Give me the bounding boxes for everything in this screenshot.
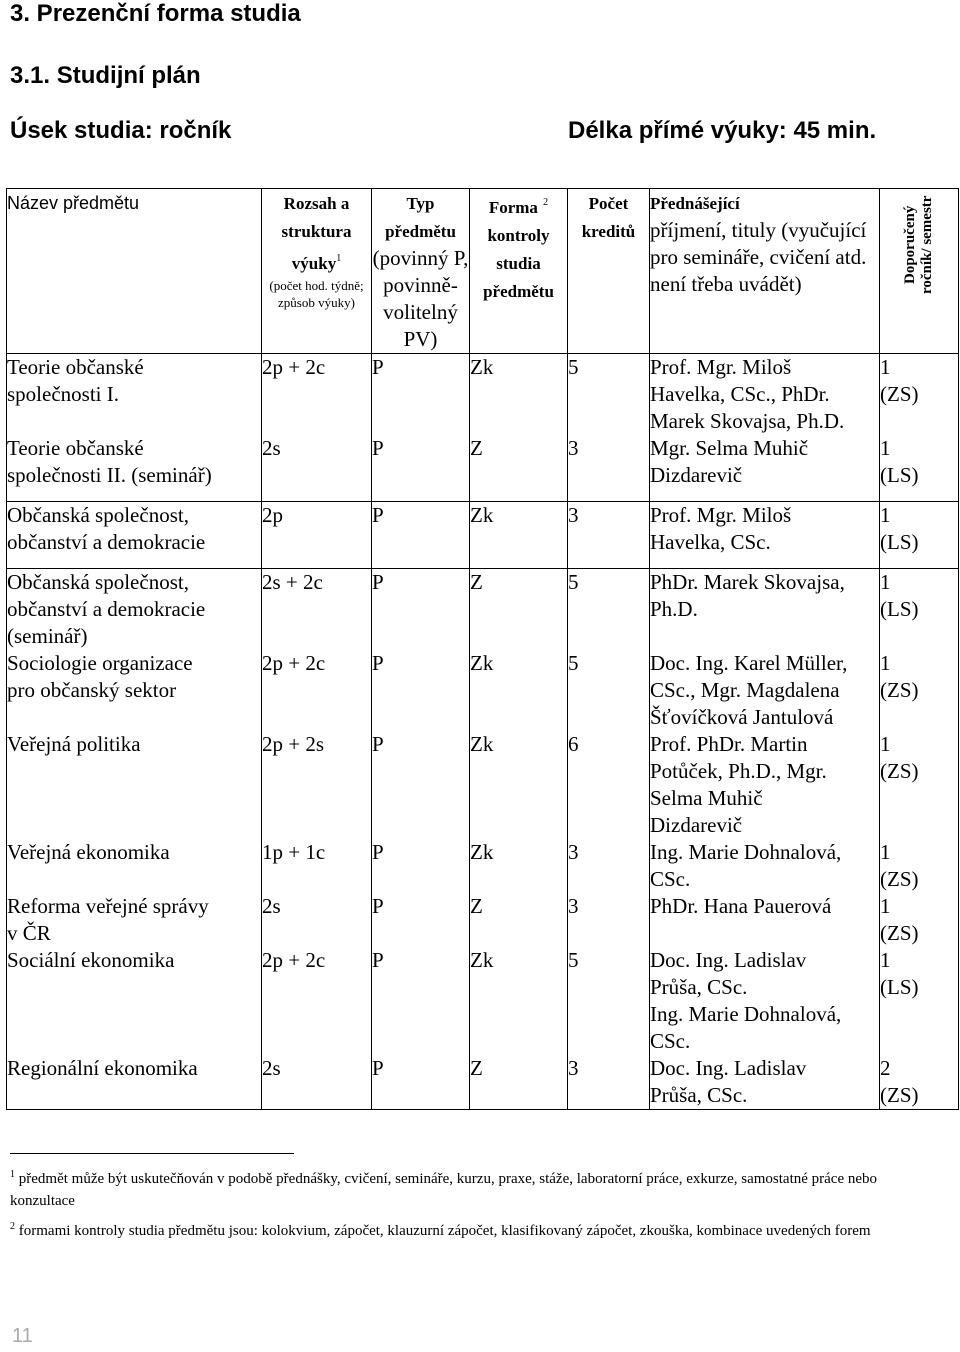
cell-type — [372, 354, 470, 502]
cell-year — [880, 354, 959, 502]
line: občanství a demokracie — [7, 530, 206, 554]
course-name — [7, 650, 261, 731]
line: (LS) — [880, 975, 919, 999]
line: společnosti I. — [7, 382, 119, 406]
course-credits — [568, 435, 649, 489]
course-type — [372, 435, 469, 489]
course-type — [372, 1055, 469, 1109]
cell-form — [470, 569, 568, 1110]
line: Sociální ekonomika — [7, 948, 175, 972]
line: 1 — [880, 948, 891, 972]
course-lecturer — [650, 650, 879, 731]
line: 2p + 2c — [262, 651, 326, 675]
line: Občanská společnost, — [7, 503, 189, 527]
footnote-2: $^2$ formami kontroly studia předmětu jsou: kolokvium, zápočet, klauzurní zápočet, klasifikovaný zápočet, zkouška, kombinace uvedených forem — [10, 1221, 871, 1239]
header-type: Typ předmětu (povinný P, povinně-volitelný PV) — [372, 189, 470, 354]
cell-credits — [568, 569, 650, 1110]
line: 3 — [568, 894, 579, 918]
course-lecturer — [650, 731, 879, 839]
line: (ZS) — [880, 759, 919, 783]
course-form — [470, 839, 567, 893]
course-lecturer — [650, 947, 879, 1055]
line: (ZS) — [880, 921, 919, 945]
line: (seminář) — [7, 624, 88, 648]
line: (LS) — [880, 597, 919, 621]
course-year — [880, 435, 958, 489]
course-credits — [568, 569, 649, 650]
line: 2p + 2c — [262, 355, 326, 379]
course-credits — [568, 354, 649, 435]
line: Dizdarevič — [650, 813, 743, 837]
course-lecturer — [650, 839, 879, 893]
line: 1 — [880, 840, 891, 864]
course-credits — [568, 947, 649, 1055]
line: 5 — [568, 651, 579, 675]
course-name — [7, 1055, 261, 1109]
header-scope: Rozsah a struktura výuky$^1$ (počet hod. týdně; způsob výuky) — [262, 189, 372, 354]
course-name — [7, 435, 261, 489]
table-row-group — [7, 502, 959, 569]
course-year — [880, 650, 958, 731]
line: Doc. Ing. Karel Müller, — [650, 651, 848, 675]
line: CSc. — [650, 1029, 691, 1053]
line: 3 — [568, 503, 579, 527]
line: pro občanský sektor — [7, 678, 177, 702]
line: 5 — [568, 948, 579, 972]
course-year — [880, 947, 958, 1055]
line: 2p — [262, 503, 283, 527]
line: 2p + 2s — [262, 732, 325, 756]
cell-name — [7, 569, 262, 1110]
header-name: Název předmětu — [7, 189, 262, 354]
course-lecturer — [650, 893, 879, 947]
course-credits — [568, 731, 649, 839]
line: Regionální ekonomika — [7, 1056, 198, 1080]
course-scope — [262, 354, 371, 435]
line: 1 — [880, 503, 891, 527]
line: 2p + 2c — [262, 948, 326, 972]
course-year — [880, 354, 958, 435]
line: Z — [470, 436, 483, 460]
line: (ZS) — [880, 867, 919, 891]
course-scope — [262, 731, 371, 839]
line: Zk — [470, 355, 494, 379]
cell-lecturer — [650, 569, 880, 1110]
line: Veřejná ekonomika — [7, 840, 170, 864]
line: Mgr. Selma Muhič — [650, 436, 809, 460]
course-type — [372, 650, 469, 731]
line: Zk — [470, 651, 494, 675]
course-scope — [262, 1055, 371, 1109]
line: Doc. Ing. Ladislav — [650, 1056, 807, 1080]
footnote-rule — [10, 1153, 294, 1154]
line: Veřejná politika — [7, 732, 141, 756]
course-name — [7, 731, 261, 839]
cell-type — [372, 502, 470, 569]
course-name — [7, 839, 261, 893]
line: Průša, CSc. — [650, 975, 748, 999]
line: PhDr. Hana Pauerová — [650, 894, 832, 918]
course-year — [880, 893, 958, 947]
cell-lecturer — [650, 502, 880, 569]
course-type — [372, 731, 469, 839]
line: Teorie občanské — [7, 355, 144, 379]
line: 3 — [568, 1056, 579, 1080]
line: Z — [470, 570, 483, 594]
course-credits — [568, 650, 649, 731]
line: P — [372, 355, 384, 379]
line: P — [372, 436, 384, 460]
course-name — [7, 569, 261, 650]
course-scope — [262, 839, 371, 893]
course-year — [880, 731, 958, 839]
line: 2s — [262, 894, 281, 918]
cell-credits — [568, 502, 650, 569]
line: Prof. Mgr. Miloš — [650, 355, 792, 379]
line: (ZS) — [880, 678, 919, 702]
cell-name — [7, 502, 262, 569]
line: 3 — [568, 840, 579, 864]
line: P — [372, 651, 384, 675]
line: Potůček, Ph.D., Mgr. — [650, 759, 827, 783]
course-form — [470, 947, 567, 1055]
course-form — [470, 502, 567, 556]
line: Havelka, CSc., PhDr. — [650, 382, 830, 406]
course-lecturer — [650, 354, 879, 435]
course-scope — [262, 650, 371, 731]
course-type — [372, 502, 469, 556]
line: Ing. Marie Dohnalová, — [650, 840, 842, 864]
cell-year — [880, 502, 959, 569]
course-year — [880, 839, 958, 893]
course-year — [880, 1055, 958, 1109]
line: P — [372, 570, 384, 594]
line: CSc. — [650, 867, 691, 891]
course-type — [372, 354, 469, 435]
line: 2 — [880, 1056, 891, 1080]
line: P — [372, 732, 384, 756]
cell-scope — [262, 569, 372, 1110]
line: 1 — [880, 894, 891, 918]
line: Prof. Mgr. Miloš — [650, 503, 792, 527]
course-name — [7, 893, 261, 947]
duration-label: Délka přímé výuky: 45 min. — [568, 117, 877, 144]
line: Doc. Ing. Ladislav — [650, 948, 807, 972]
line: Prof. PhDr. Martin — [650, 732, 808, 756]
cell-scope — [262, 502, 372, 569]
line: CSc., Mgr. Magdalena — [650, 678, 840, 702]
line: 5 — [568, 570, 579, 594]
table-row-group — [7, 569, 959, 1110]
course-scope — [262, 569, 371, 650]
line: 1 — [880, 732, 891, 756]
footnote-1: $^1$ předmět může být uskutečňován v podobě přednášky, cvičení, semináře, kurzu, praxe, stáže, laboratorní práce, exkurze, samostatné práce nebo konzultace — [10, 1169, 878, 1209]
cell-scope — [262, 354, 372, 502]
course-credits — [568, 1055, 649, 1109]
line: 1p + 1c — [262, 840, 326, 864]
course-form — [470, 1055, 567, 1109]
line: Zk — [470, 503, 494, 527]
line: P — [372, 1056, 384, 1080]
cell-credits — [568, 354, 650, 502]
cell-year — [880, 569, 959, 1110]
line: Zk — [470, 840, 494, 864]
page-heading: 3. Prezenční forma studia — [10, 0, 301, 27]
line: 5 — [568, 355, 579, 379]
line: 1 — [880, 570, 891, 594]
course-lecturer — [650, 502, 879, 556]
cell-lecturer — [650, 354, 880, 502]
line: v ČR — [7, 921, 51, 945]
line: Selma Muhič — [650, 786, 763, 810]
line: 3 — [568, 436, 579, 460]
line: 2s + 2c — [262, 570, 323, 594]
course-year — [880, 502, 958, 556]
line: Ing. Marie Dohnalová, — [650, 1002, 842, 1026]
course-scope — [262, 435, 371, 489]
line: Dizdarevič — [650, 463, 743, 487]
line: společnosti II. (seminář) — [7, 463, 212, 487]
course-form — [470, 650, 567, 731]
line: Havelka, CSc. — [650, 530, 771, 554]
course-lecturer — [650, 1055, 879, 1109]
line: PhDr. Marek Skovajsa, — [650, 570, 845, 594]
cell-type — [372, 569, 470, 1110]
line: Zk — [470, 732, 494, 756]
course-type — [372, 569, 469, 650]
line: (ZS) — [880, 382, 919, 406]
course-name — [7, 502, 261, 556]
course-scope — [262, 502, 371, 556]
line: Teorie občanské — [7, 436, 144, 460]
line: 1 — [880, 355, 891, 379]
line: P — [372, 948, 384, 972]
cell-form — [470, 502, 568, 569]
line: Z — [470, 1056, 483, 1080]
course-credits — [568, 839, 649, 893]
page-subheading: 3.1. Studijní plán — [10, 62, 201, 89]
table-row-group — [7, 354, 959, 502]
course-type — [372, 947, 469, 1055]
course-scope — [262, 947, 371, 1055]
line: Průša, CSc. — [650, 1083, 748, 1107]
course-form — [470, 354, 567, 435]
course-type — [372, 893, 469, 947]
course-form — [470, 569, 567, 650]
line: Marek Skovajsa, Ph.D. — [650, 409, 845, 433]
course-lecturer — [650, 435, 879, 489]
table-header-row — [7, 189, 959, 354]
course-year — [880, 569, 958, 650]
course-type — [372, 839, 469, 893]
course-credits — [568, 893, 649, 947]
line: (LS) — [880, 463, 919, 487]
line: (ZS) — [880, 1083, 919, 1107]
header-credits: Počet kreditů — [568, 189, 650, 354]
line: 6 — [568, 732, 579, 756]
page-number: 11 — [12, 1325, 33, 1347]
line: Šťovíčková Jantulová — [650, 705, 834, 729]
line: P — [372, 840, 384, 864]
course-scope — [262, 893, 371, 947]
header-recommended: Doporučený ročník/ semestr — [880, 189, 959, 354]
line: 2s — [262, 1056, 281, 1080]
line: P — [372, 894, 384, 918]
course-name — [7, 354, 261, 435]
line: 1 — [880, 651, 891, 675]
line: 1 — [880, 436, 891, 460]
section-label: Úsek studia: ročník — [10, 117, 232, 144]
course-credits — [568, 502, 649, 556]
course-form — [470, 893, 567, 947]
cell-name — [7, 354, 262, 502]
line: P — [372, 503, 384, 527]
line: Reforma veřejné správy — [7, 894, 209, 918]
course-form — [470, 731, 567, 839]
cell-form — [470, 354, 568, 502]
line: 2s — [262, 436, 281, 460]
line: Z — [470, 894, 483, 918]
header-form: Forma $^2$ kontroly studia předmětu — [470, 189, 568, 354]
line: Ph.D. — [650, 597, 698, 621]
study-plan-table — [6, 188, 959, 1110]
header-lecturer: Přednášející příjmení, tituly (vyučující pro semináře, cvičení atd. není třeba uvádět) — [650, 189, 880, 354]
line: občanství a demokracie — [7, 597, 206, 621]
line: Zk — [470, 948, 494, 972]
course-name — [7, 947, 261, 1055]
course-lecturer — [650, 569, 879, 650]
line: Sociologie organizace — [7, 651, 193, 675]
line: Občanská společnost, — [7, 570, 189, 594]
course-form — [470, 435, 567, 489]
line: (LS) — [880, 530, 919, 554]
